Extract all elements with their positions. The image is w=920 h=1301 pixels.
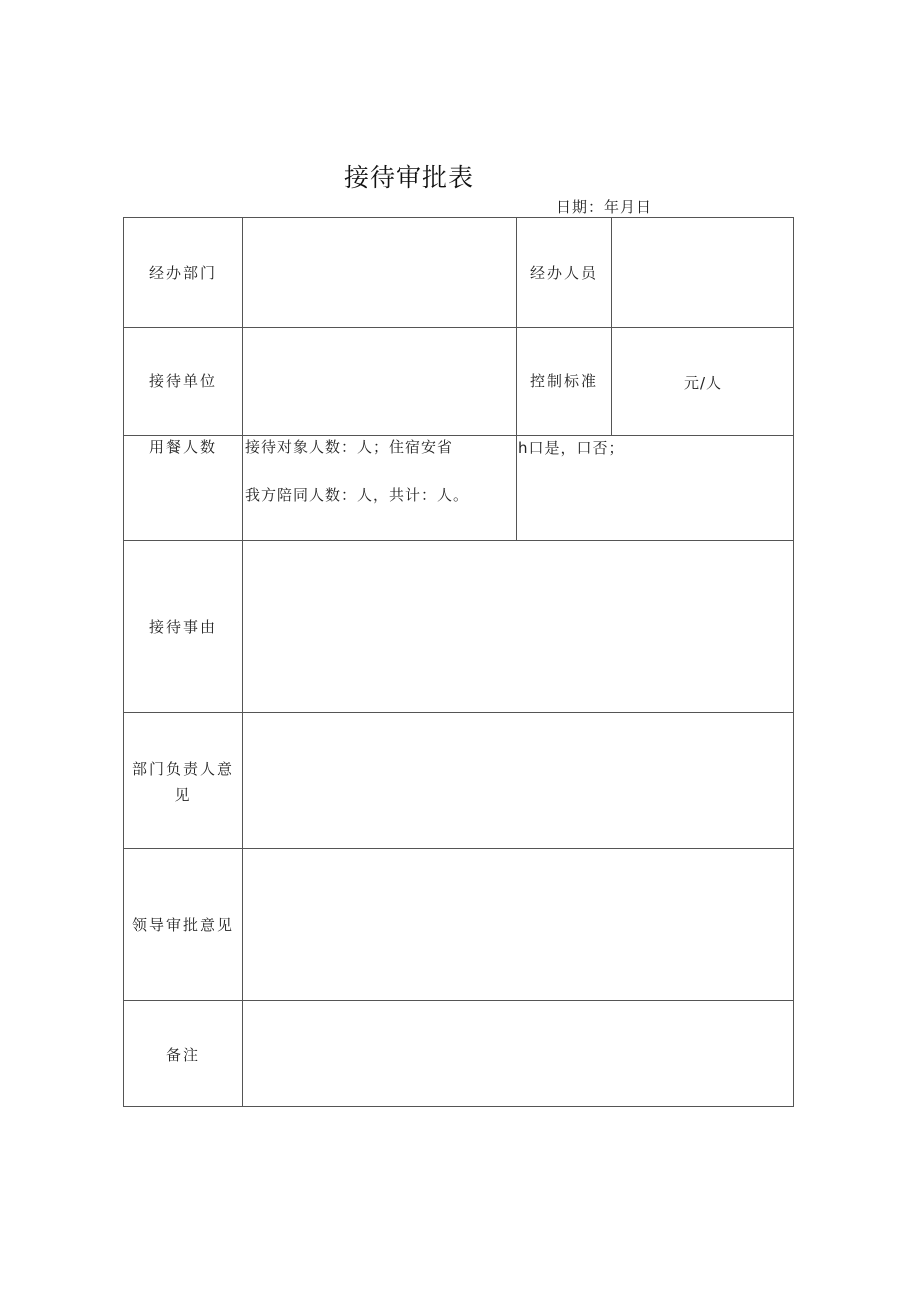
row-divider xyxy=(124,1000,793,1001)
meals-label: 用餐人数 xyxy=(148,438,217,456)
remarks-value[interactable] xyxy=(252,1042,782,1068)
dept-value[interactable] xyxy=(252,260,502,286)
reason-value[interactable] xyxy=(252,614,782,640)
form-title: 接待审批表 xyxy=(344,163,475,192)
lodging-options[interactable]: h口是，口否； xyxy=(518,439,625,457)
handler-value[interactable] xyxy=(622,260,782,286)
row-divider xyxy=(124,712,793,713)
approval-form-table xyxy=(123,217,794,1107)
escort-count-line: 我方陪同人数：人，共计：人。 xyxy=(245,486,470,504)
standard-value[interactable]: 元/人 xyxy=(683,374,723,392)
dept-label: 经办部门 xyxy=(148,264,217,282)
column-divider xyxy=(611,218,612,435)
reason-label: 接待事由 xyxy=(148,618,217,636)
column-divider xyxy=(242,218,243,1106)
row-divider xyxy=(124,848,793,849)
unit-value[interactable] xyxy=(252,368,502,394)
leader-opinion-value[interactable] xyxy=(252,912,782,938)
dept-head-opinion-label-line1: 部门负责人意 xyxy=(131,760,234,778)
leader-opinion-label: 领导审批意见 xyxy=(131,916,234,934)
row-divider xyxy=(124,327,793,328)
remarks-label: 备注 xyxy=(165,1046,200,1064)
unit-label: 接待单位 xyxy=(148,372,217,390)
date-field: 日期：年月日 xyxy=(556,198,653,216)
row-divider xyxy=(124,540,793,541)
guest-count-line: 接待对象人数：人；住宿安省 xyxy=(245,438,454,456)
dept-head-opinion-label-line2: 见 xyxy=(174,786,192,804)
dept-head-opinion-label xyxy=(124,756,242,808)
handler-label: 经办人员 xyxy=(529,264,598,282)
dept-head-opinion-value[interactable] xyxy=(252,768,782,794)
standard-label: 控制标准 xyxy=(529,372,598,390)
